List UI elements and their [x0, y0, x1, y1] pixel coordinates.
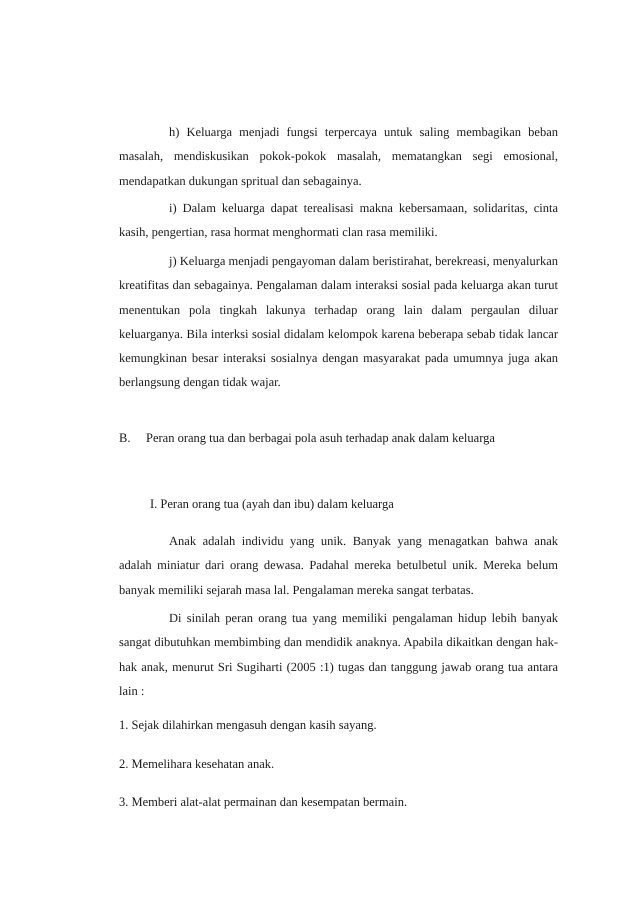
- paragraph-i: [119, 196, 558, 245]
- paragraph-anak-text: Anak adalah individu yang unik. Banyak yang menagatkan bahwa anak adalah miniatur dari orang dewasa. Padahal mereka betulbetul unik. Mereka belum banyak memiliki sejarah masa lal. Pengalaman mereka sangat terbatas.: [119, 534, 558, 597]
- paragraph-i-text: i) Dalam keluarga dapat terealisasi makna kebersamaan, solidaritas, cinta kasih, pengertian, rasa hormat menghormati clan rasa memiliki.: [119, 201, 558, 240]
- list-item-2: [119, 752, 558, 776]
- section-marker: B.: [119, 431, 131, 445]
- paragraph-anak: [119, 529, 558, 602]
- section-heading-b: [119, 426, 495, 450]
- list-item: 3. Memberi alat-alat permainan dan kesempatan bermain.: [119, 795, 408, 809]
- list-item-3: [119, 790, 558, 814]
- paragraph-sinilah-text: Di sinilah peran orang tua yang memiliki pengalaman hidup lebih banyak sangat dibutuhkan membimbing dan mendidik anaknya. Apabila dikaitkan dengan hak-hak anak, menurut Sri Sugiharti (2005 :1) tugas dan tanggung jawab orang tua antara lain :: [119, 611, 558, 698]
- paragraph-h: [119, 120, 558, 193]
- paragraph-sinilah: [119, 606, 558, 703]
- section-title: Peran orang tua dan berbagai pola asuh terhadap anak dalam keluarga: [146, 431, 495, 445]
- paragraph-h-text: h) Keluarga menjadi fungsi terpercaya untuk saling membagikan beban masalah, mendiskusikan pokok-pokok masalah, mematangkan segi emosional, mendapatkan dukungan spritual dan sebagainya.: [119, 125, 558, 188]
- list-item: 2. Memelihara kesehatan anak.: [119, 757, 275, 771]
- list-item-1: [119, 713, 558, 737]
- paragraph-j-text: j) Keluarga menjadi pengayoman dalam beristirahat, berekreasi, menyalurkan kreatifitas dan sebagainya. Pengalaman dalam interaksi sosial pada keluarga akan turut menentukan pola tingkah lakunya terhadap orang lain dalam pergaulan diluar keluarganya. Bila interksi sosial didalam kelompok karena beberapa sebab tidak lancar kemungkinan besar interaksi sosialnya dengan masyarakat pada umumnya juga akan berlangsung dengan tidak wajar.: [119, 254, 558, 390]
- list-item: 1. Sejak dilahirkan mengasuh dengan kasih sayang.: [119, 718, 377, 732]
- paragraph-j: [119, 249, 558, 395]
- subsection-heading: I. Peran orang tua (ayah dan ibu) dalam keluarga: [150, 497, 394, 511]
